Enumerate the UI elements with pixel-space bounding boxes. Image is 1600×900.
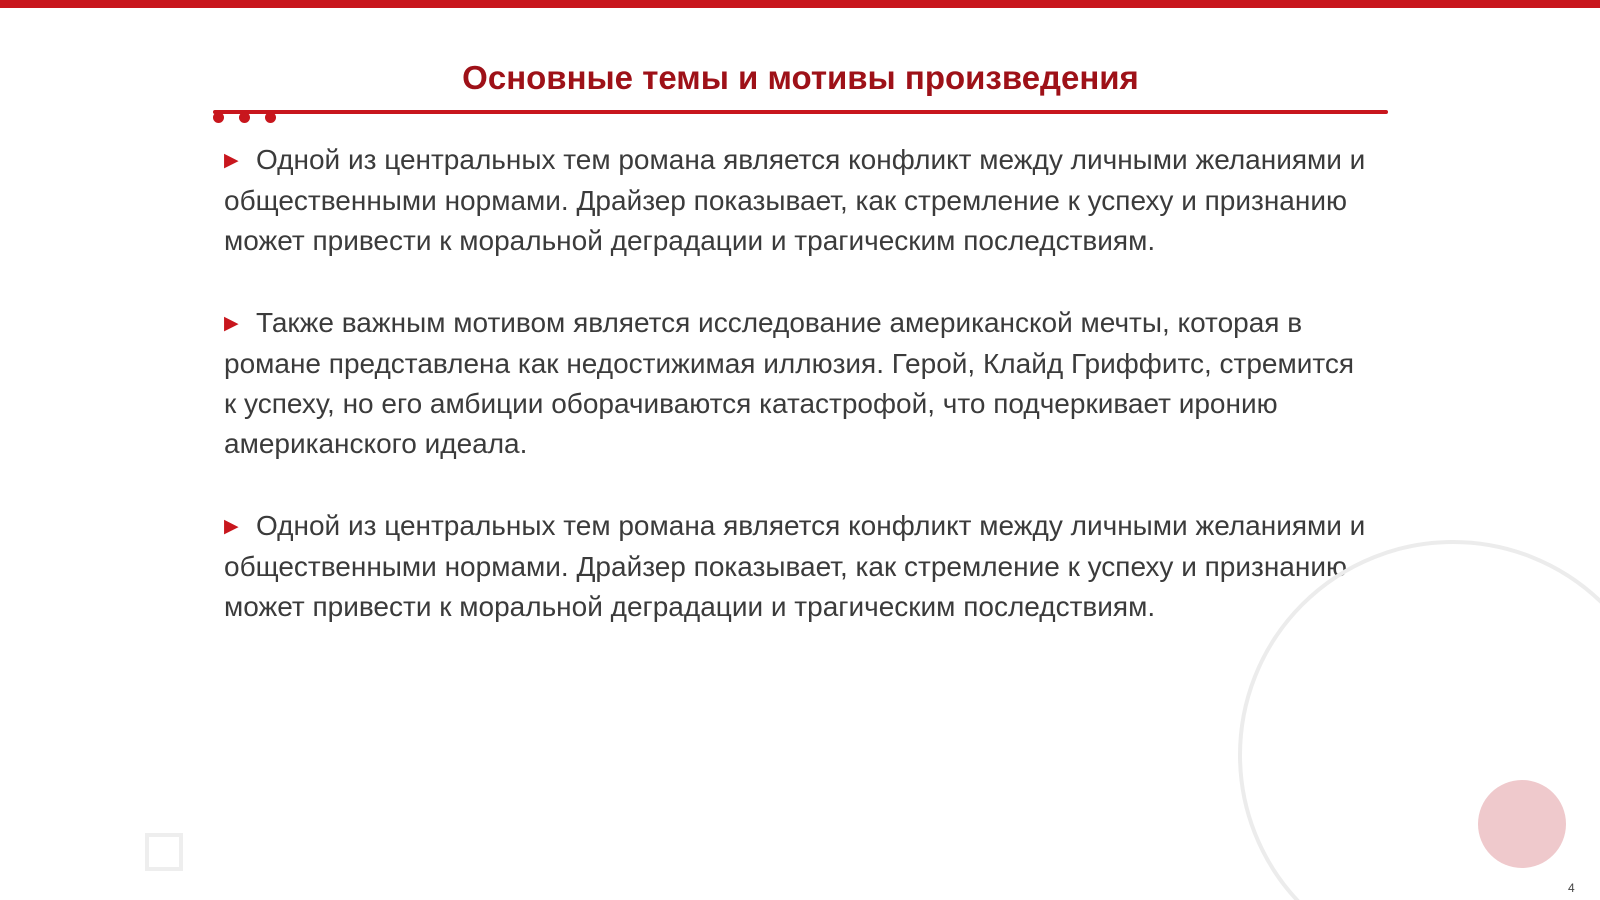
triangle-bullet-icon: ▶ bbox=[224, 313, 239, 334]
triangle-bullet-icon: ▶ bbox=[224, 516, 239, 537]
paragraph-text: Также важным мотивом является исследование американской мечты, которая в романе представлена как недостижимая иллюзия. Герой, Клайд Гриффитс, стремится к успеху, но его амбиции оборачиваются катастрофой, что подчеркивает иронию американского идеала. bbox=[224, 307, 1355, 459]
bullet-paragraph-1 bbox=[224, 140, 1374, 261]
paragraph-text: Одной из центральных тем романа является конфликт между личными желаниями и общественными нормами. Драйзер показывает, как стремление к успеху и признанию может привести к моральной деградации и трагическим последствиям. bbox=[224, 144, 1366, 256]
top-accent-bar bbox=[0, 0, 1600, 8]
decor-square bbox=[145, 833, 183, 871]
bullet-list bbox=[224, 140, 1374, 669]
decor-dot bbox=[239, 112, 250, 123]
paragraph-text: Одной из центральных тем романа является конфликт между личными желаниями и общественными нормами. Драйзер показывает, как стремление к успеху и признанию может привести к моральной деградации и трагическим последствиям. bbox=[224, 510, 1366, 622]
decor-dot bbox=[213, 112, 224, 123]
decor-dot bbox=[265, 112, 276, 123]
decor-pink-circle bbox=[1478, 780, 1566, 868]
bullet-paragraph-2 bbox=[224, 303, 1374, 464]
bullet-paragraph-3 bbox=[224, 506, 1374, 627]
triangle-bullet-icon: ▶ bbox=[224, 150, 239, 171]
page-number: 4 bbox=[1568, 881, 1575, 895]
slide-title: Основные темы и мотивы произведения bbox=[462, 59, 1139, 96]
title-underline bbox=[213, 110, 1388, 114]
